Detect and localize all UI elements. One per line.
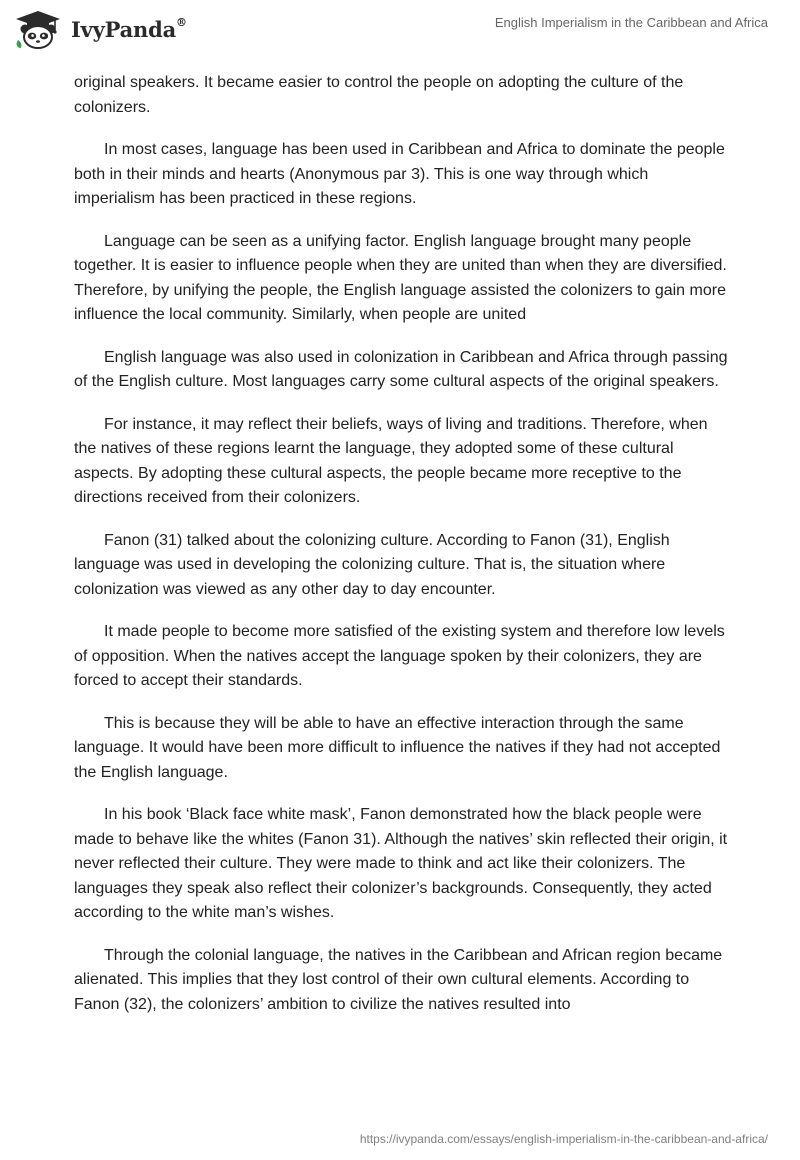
page-header <box>0 0 800 64</box>
paragraph: Fanon (31) talked about the colonizing culture. According to Fanon (31), English language was used in developing the colonizing culture. That is, the situation where colonization was viewed as any other day to day encounter. <box>74 531 670 598</box>
ivypanda-logo[interactable] <box>14 9 187 49</box>
paragraph: In most cases, language has been used in Caribbean and Africa to dominate the people both in their minds and hearts (Anonymous par 3). This is one way through which imperialism has been practiced in these regions. <box>74 141 725 207</box>
paragraph: Through the colonial language, the natives in the Caribbean and African region became alienated. This implies that they lost control of their own cultural elements. According to Fanon (32), the colonizers’ ambition to civilize the natives resulted into <box>74 946 723 1013</box>
paragraph: This is because they will be able to have an effective interaction through the same language. It would have been more difficult to influence the natives if they had not accepted the English language. <box>74 714 721 781</box>
panda-graduate-icon <box>14 9 62 49</box>
brand-name <box>71 17 187 42</box>
document-title: English Imperialism in the Caribbean and Africa <box>494 15 768 30</box>
paragraph: In his book ‘Black face white mask’, Fanon demonstrated how the black people were made to behave like the whites (Fanon 31). Although the natives’ skin reflected their origin, it never reflected their culture. They were made to think and act like their colonizers. The languages they speak also reflect their colonizer’s backgrounds. Consequently, they acted according to the white man’s wishes. <box>74 806 728 921</box>
paragraph: Language can be seen as a unifying factor. English language brought many people together. It is easier to influence people when they are united than when they are diversified. Therefore, by unifying the people, the English language assisted the colonizers to gain more influence the local community. Similarly, when people are united <box>74 232 727 323</box>
paragraph: It made people to become more satisfied of the existing system and therefore low levels of opposition. When the natives accept the language spoken by their colonizers, they are forced to accept their standards. <box>74 623 725 689</box>
registered-mark: ® <box>176 15 187 29</box>
source-url[interactable]: https://ivypanda.com/essays/english-imperialism-in-the-caribbean-and-africa/ <box>359 1132 768 1146</box>
paragraph: original speakers. It became easier to control the people on adopting the culture of the colonizers. <box>74 74 684 116</box>
paragraph: For instance, it may reflect their beliefs, ways of living and traditions. Therefore, when the natives of these regions learnt the language, they adopted some of these cultural aspects. By adopting these cultural aspects, the people became more receptive to the directions received from their colonizers. <box>74 415 708 506</box>
paragraph: English language was also used in colonization in Caribbean and Africa through passing of the English culture. Most languages carry some cultural aspects of the original speakers. <box>74 348 728 390</box>
essay-body <box>74 71 730 1035</box>
brand-text: IvyPanda <box>71 16 177 42</box>
